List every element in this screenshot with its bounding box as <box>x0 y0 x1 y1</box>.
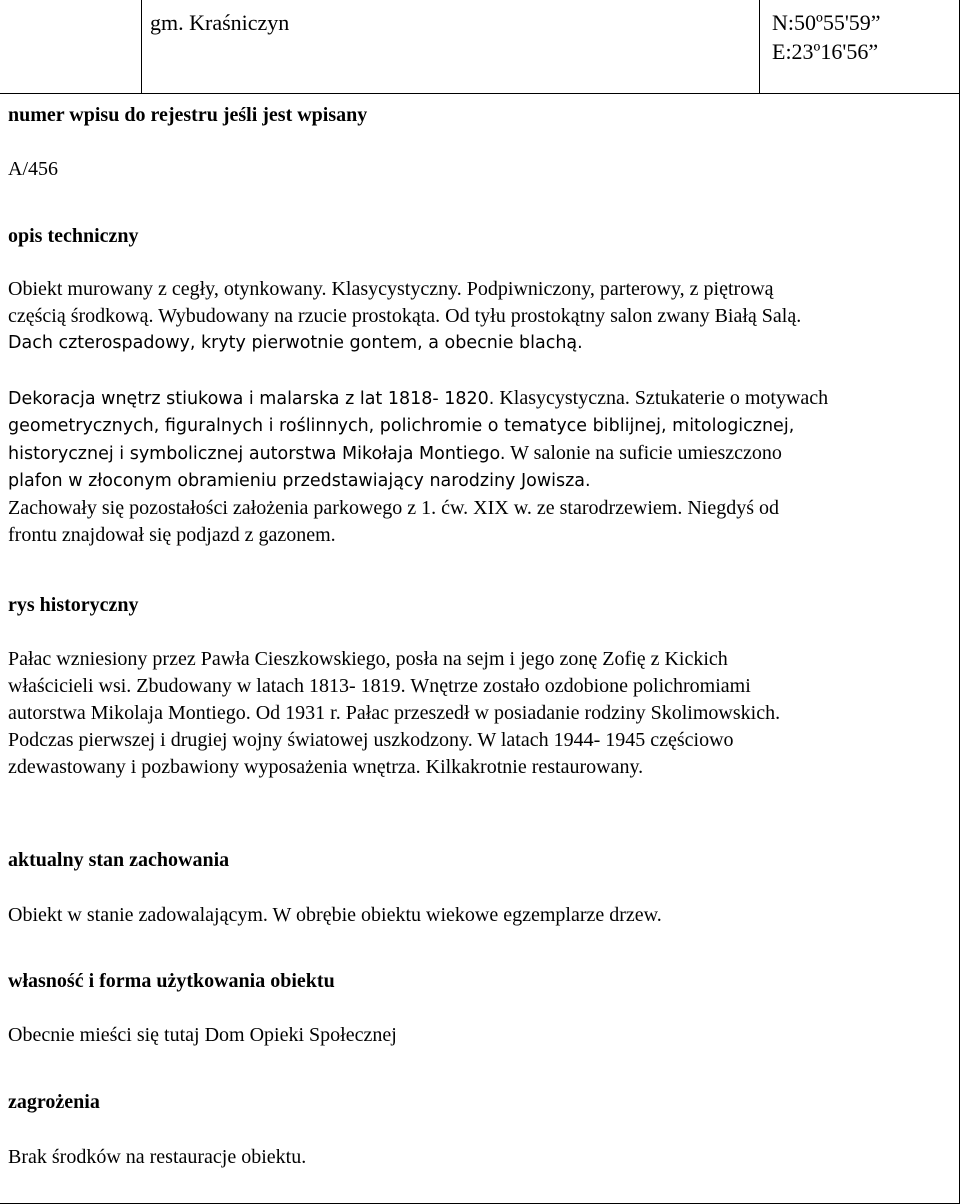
text-line: frontu znajdował się podjazd z gazonem. <box>8 524 336 546</box>
text-line: Obiekt murowany z cegły, otynkowany. Klasycystyczny. Podpiwniczony, parterowy, z piętrową <box>8 278 774 300</box>
text-line: Dach czterospadowy, kryty pierwotnie gontem, a obecnie blachą. <box>8 333 583 353</box>
ownership-heading: własność i forma użytkowania obiektu <box>8 970 335 992</box>
content-box <box>0 94 960 1204</box>
text-line: częścią środkową. Wybudowany na rzucie prostokąta. Od tyłu prostokątny salon zwany Białą Salą. <box>8 305 802 327</box>
technical-paragraph-1 <box>8 276 952 357</box>
header-row <box>0 0 960 94</box>
text-line: Pałac wzniesiony przez Pawła Cieszkowskiego, posła na sejm i jego zonę Zofię z Kickich <box>8 648 728 670</box>
text-segment: W salonie na suficie umieszczono <box>505 442 782 464</box>
header-cell-empty <box>0 0 142 94</box>
technical-paragraph-2 <box>8 385 952 549</box>
registry-value: A/456 <box>8 158 58 180</box>
text-segment: historycznej i symbolicznej autorstwa Mikołaja Montiego. <box>8 444 506 464</box>
text-segment: Klasycystyczna. Sztukaterie o motywach <box>494 387 829 409</box>
coordinates <box>772 8 881 66</box>
coordinate-east: E:23º16'56” <box>772 39 879 64</box>
location-name: gm. Kraśniczyn <box>150 10 290 35</box>
text-line: geometrycznych, figuralnych i roślinnych, polichromie o tematyce biblijnej, mitologicznej, <box>8 416 795 436</box>
condition-heading: aktualny stan zachowania <box>8 849 230 871</box>
technical-heading: opis techniczny <box>8 225 139 247</box>
text-line: plafon w złoconym obramieniu przedstawiający narodziny Jowisza. <box>8 471 591 491</box>
text-segment: Dekoracja wnętrz stiukowa i malarska z lat 1818- 1820. <box>8 389 495 409</box>
threats-value: Brak środków na restauracje obiektu. <box>8 1146 307 1168</box>
text-line: właścicieli wsi. Zbudowany w latach 1813- 1819. Wnętrze zostało ozdobione polichromiami <box>8 675 751 697</box>
registry-heading: numer wpisu do rejestru jeśli jest wpisany <box>8 104 368 126</box>
text-line: Zachowały się pozostałości założenia parkowego z 1. ćw. XIX w. ze starodrzewiem. Niegdyś od <box>8 497 780 519</box>
text-line: Podczas pierwszej i drugiej wojny światowej uszkodzony. W latach 1944- 1945 częściowo <box>8 729 734 751</box>
header-cell-coordinates <box>760 0 960 94</box>
text-line <box>8 440 952 468</box>
header-cell-location <box>142 0 760 94</box>
text-line <box>8 385 952 413</box>
text-line: zdewastowany i pozbawiony wyposażenia wnętrza. Kilkakrotnie restaurowany. <box>8 756 644 778</box>
coordinate-north: N:50º55'59” <box>772 10 881 35</box>
condition-value: Obiekt w stanie zadowalającym. W obrębie obiektu wiekowe egzemplarze drzew. <box>8 904 662 926</box>
history-paragraph <box>8 646 952 781</box>
history-heading: rys historyczny <box>8 594 139 616</box>
ownership-value: Obecnie mieści się tutaj Dom Opieki Społecznej <box>8 1024 397 1046</box>
threats-heading: zagrożenia <box>8 1091 100 1113</box>
text-line: autorstwa Mikolaja Montiego. Od 1931 r. Pałac przeszedł w posiadanie rodziny Skolimowskich. <box>8 702 781 724</box>
